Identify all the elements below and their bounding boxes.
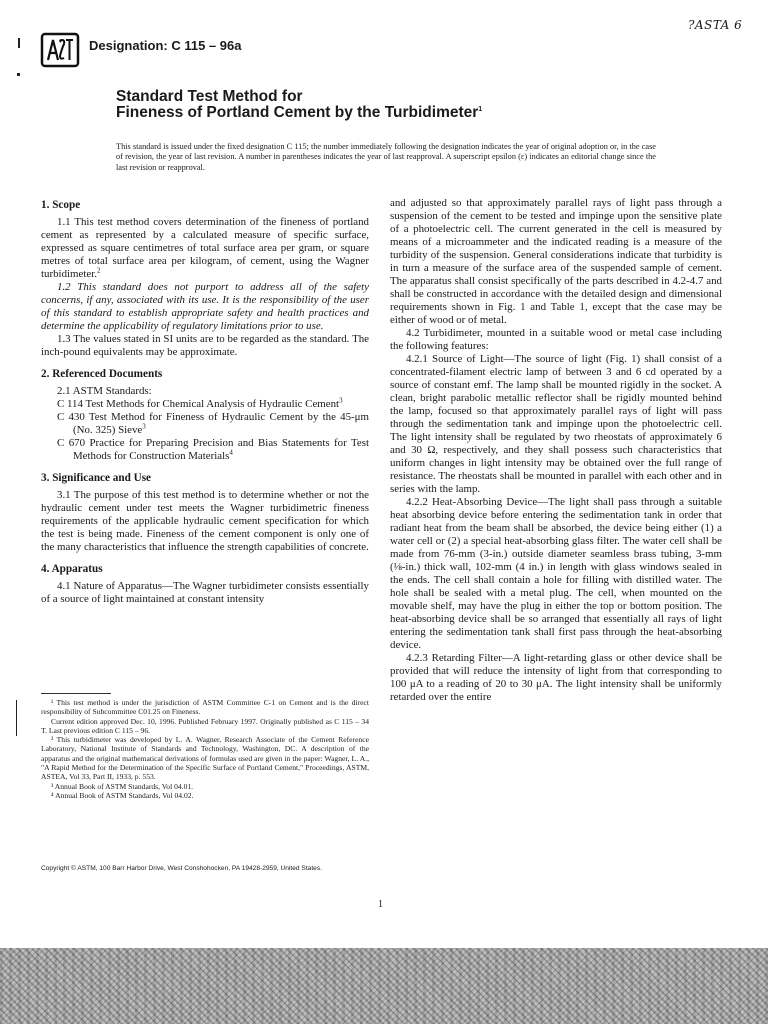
left-column [41, 197, 369, 606]
reference-item-wrap [41, 398, 369, 411]
paragraph-4-2: 4.2 Turbidimeter, mounted in a suitable wood or metal case including the following features: [390, 327, 722, 352]
footnote-mark: 4 [229, 448, 233, 457]
footnote-3: ³ Annual Book of ASTM Standards, Vol 04.01. [51, 781, 194, 791]
footnote-4: ⁴ Annual Book of ASTM Standards, Vol 04.02. [51, 790, 194, 800]
astm-logo-icon [40, 30, 80, 70]
footnote-2: ² This turbidimeter was developed by L. A. Wagner, Research Associate of the Cement Reference Laboratory, National Institute of Standards and Technology, Washington, DC. A description of the apparatus and the original mathematical derivations of formulas used are given in the paper: Wagner, L. A., "A Rapid Method for the Determination of the Specific Surface of Portland Cement," Proceedings, ASTM, ASTEA, Vol 33, Part II, 1933, p. 553. [41, 735, 369, 782]
section-heading-scope: 1. Scope [41, 199, 81, 211]
footnote-1-edition: Current edition approved Dec. 10, 1996. Published February 1997. Originally published as C 115 – 34 T. Last previous edition C 115 – 96. [41, 716, 369, 735]
section-heading-significance: 3. Significance and Use [41, 472, 152, 484]
reference-item: C 670 Practice for Preparing Precision and Bias Statements for Test Methods for Construction Materials [57, 437, 369, 462]
title-line-2: Fineness of Portland Cement by the Turbidimeter [116, 104, 479, 121]
paragraph-1-3: 1.3 The values stated in SI units are to be regarded as the standard. The inch-pound equivalents may be approximate. [41, 333, 369, 358]
handwritten-note: ?ASTA 6 [688, 18, 743, 32]
margin-mark [18, 38, 20, 48]
footnotes [41, 698, 369, 800]
document-header [40, 30, 242, 70]
reference-item-wrap [41, 411, 369, 437]
footnote-mark: 3 [339, 396, 343, 405]
paragraph-4-2-2: 4.2.2 Heat-Absorbing Device—The light shall pass through a suitable heat absorbing device before entering the sedimentation tank in order that radiant heat from the beam shall be absorbed, the device being either (1) a water cell or (2) a special heat-absorbing glass filter. The water cell shall be made from 76-mm (3-in.) outside diameter seamless brass tubing, 3-mm (⅛-in.) thick wall, 102-mm (4 in.) in length with glass windows sealed in the ends. The cell shall contain a hole for filling with distilled water. The hole shall be sealed with a metal plug. The cell, when mounted on the movable shelf, may have the plug in either the top or bottom position. The heat-absorbing device shall be so arranged that essentially all rays of light entering the sedimentation tank shall first pass through the heat-absorbing device. [390, 496, 722, 651]
section-heading-referenced-documents: 2. Referenced Documents [41, 368, 163, 380]
paragraph-1-1-wrap [41, 216, 369, 281]
margin-mark [17, 73, 20, 76]
copyright-line: Copyright © ASTM, 100 Barr Harbor Drive, West Conshohocken, PA 19428-2959, United States. [41, 865, 322, 872]
paragraph-1-2: 1.2 This standard does not purport to address all of the safety concerns, if any, associated with its use. It is the responsibility of the user of this standard to establish appropriate safety and health practices and determine the applicability of regulatory limitations prior to use. [41, 281, 369, 332]
footnote-1: ¹ This test method is under the jurisdiction of ASTM Committee C-1 on Cement and is the direct responsibility of Subcommittee C01.25 on Fineness. [41, 698, 369, 717]
paragraph-4-2-3: 4.2.3 Retarding Filter—A light-retarding glass or other device shall be provided that will reduce the intensity of light from that corresponding to 100 μA to a reading of 20 to 30 μA. The light intensity shall be uniformly retarded over the entire [390, 652, 722, 703]
paragraph-3-1: 3.1 The purpose of this test method is to determine whether or not the hydraulic cement under test meets the Wagner turbidimetric fineness requirements of the applicable hydraulic cement specification for which the test is being made. Fineness of the cement component is only one of the many characteristics that influence the strength capabilities of concrete. [41, 489, 369, 553]
section-heading-apparatus: 4. Apparatus [41, 563, 103, 575]
paragraph-4-1: 4.1 Nature of Apparatus—The Wagner turbidimeter consists essentially of a source of light maintained at constant intensity [41, 580, 369, 605]
paragraph-2-1: 2.1 ASTM Standards: [57, 385, 152, 397]
paragraph-continued: and adjusted so that approximately parallel rays of light pass through a suspension of the cement to be tested and impinge upon the sensitive plate of a photoelectric cell. The current generated in the cell is measured by means of a microammeter and the indicated reading is a measure of the turbidity of the suspension. General considerations indicate that turbidity is in turn a measure of the surface area of the suspended sample of cement. The apparatus shall consist specifically of the parts described in 4.2-4.7 and shall be constructed in accordance with the detailed design and dimensional requirements shown in Fig. 1 and Table 1, except that the case may be either of wood or of metal. [390, 197, 722, 326]
reference-item-wrap [41, 437, 369, 463]
footnote-mark: 2 [96, 266, 101, 275]
page-number: 1 [378, 899, 383, 910]
paragraph-4-2-1: 4.2.1 Source of Light—The source of light (Fig. 1) shall consist of a concentrated-filament electric lamp of between 3 and 6 cd operated by a source of constant emf. The lamp shall be mounted rigidly in the socket. A clean, bright parabolic metallic reflector shall be rigidly mounted behind the lamp, focused so that approximately parallel rays of light will pass through the sedimentation tank and impinge upon the photoelectric cell. The light intensity shall be regulated by two rheostats of approximately 6 and 30 Ω, respectively, and they shall possess such characteristics that uniform changes in light intensity may be obtained over the full range of resistance. The rheostats shall be mounted in parallel with each other and in series with the lamp. [390, 353, 722, 495]
title-footnote-mark: 1 [478, 105, 483, 113]
footnote-mark: 3 [142, 422, 146, 431]
paragraph-1-1: 1.1 This test method covers determination of the fineness of portland cement as represented by a calculated measure of specific surface, expressed as square centimetres of total surface area per gram, or square metres of total surface area per kilogram, of cement, using the Wagner turbidimeter. [41, 216, 369, 280]
right-column [390, 197, 722, 704]
intro-paragraph: This standard is issued under the fixed designation C 115; the number immediately following the designation indicates the year of original adoption or, in the case of revision, the year of last revision. A number in parentheses indicates the year of last reapproval. A superscript epsilon (ε) indicates an editorial change since the last revision or reapproval. [116, 142, 656, 172]
scan-noise-band [0, 948, 768, 1024]
footnote-divider [41, 693, 111, 694]
title-line-2-wrap [116, 105, 636, 121]
document-title [116, 89, 636, 121]
title-line-1: Standard Test Method for [116, 88, 303, 105]
margin-mark [16, 700, 17, 736]
reference-item: C 114 Test Methods for Chemical Analysis of Hydraulic Cement [57, 398, 340, 410]
designation: Designation: C 115 – 96a [89, 38, 242, 53]
reference-item: C 430 Test Method for Fineness of Hydraulic Cement by the 45-μm (No. 325) Sieve [57, 411, 369, 436]
